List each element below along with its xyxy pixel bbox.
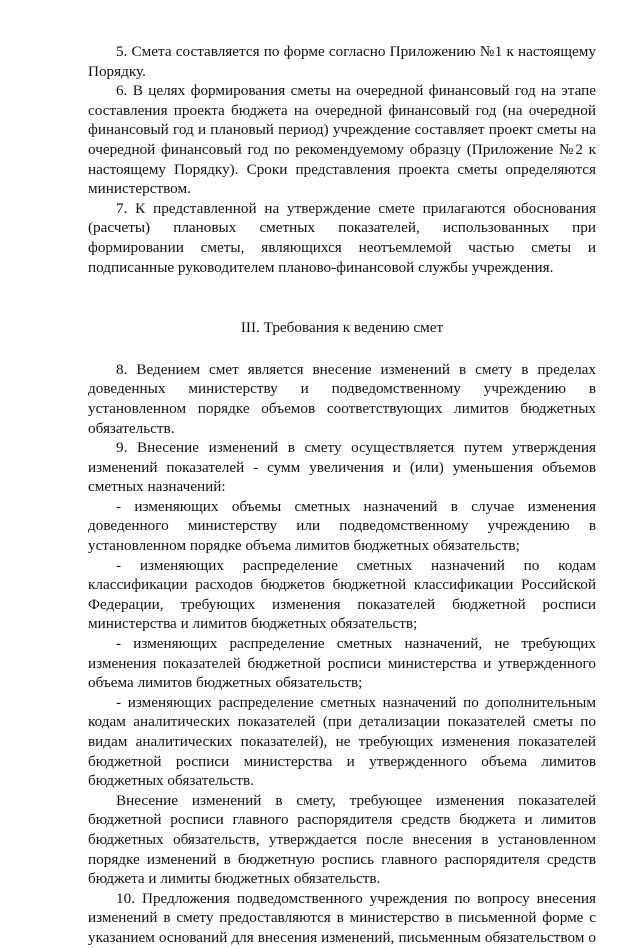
paragraph-5: 5. Смета составляется по форме согласно Приложению №1 к настоящему Порядку. [88,43,596,80]
paragraph-7: 7. К представленной на утверждение смете прилагаются обоснования (расчеты) плановых сметных показателей, использованных при формировании сметы, являющихся неотъемлемой частью сметы и подписанные руководителем планово-финансовой службы учреждения. [88,199,596,276]
list-item-dash-4: - изменяющих распределение сметных назначений по дополнительным кодам аналитических показателей (при детализации показателей сметы по видам аналитических показателей), не требующих изменения показателей бюджетной росписи министерства и утвержденного объема лимитов бюджетных обязательств. [88,693,596,790]
paragraph-10: 10. Предложения подведомственного учреждения по вопросу внесения изменений в смету предоставляются в министерство в письменной форме с указанием оснований для внесения изменений, письменным обязательством о [88,889,596,946]
list-item-dash-3: - изменяющих распределение сметных назначений, не требующих изменения показателей бюджетной росписи министерства и утвержденного объема лимитов бюджетных обязательств; [88,635,596,692]
spacer [88,277,596,318]
paragraph-6: 6. В целях формирования сметы на очередной финансовый год на этапе составления проекта бюджета на очередной финансовый год (на очередной финансовый год и плановый период) учреждение составляет проект сметы на очередной финансовый год по рекомендуемому образцу (Приложение №2 к настоящему Порядку). Сроки представления проекта сметы определяются министерством. [88,82,596,198]
section-heading: III. Требования к ведению смет [240,319,444,337]
paragraph-9: 9. Внесение изменений в смету осуществляется путем утверждения изменений показателей - сумм увеличения и (или) уменьшения объемов сметных назначений: [88,439,596,496]
paragraph-changes: Внесение изменений в смету, требующее изменения показателей бюджетной росписи главного распорядителя средств бюджета и лимитов бюджетных обязательств, утверждается после внесения в установленном порядке изменений в бюджетную роспись главного распорядителя средств бюджета и лимиты бюджетных обязательств. [88,791,596,888]
paragraph-8: 8. Ведением смет является внесение изменений в смету в пределах доведенных министерству и подведомственному учреждению в установленном порядке объемов соответствующих лимитов бюджетных обязательств. [88,360,596,437]
list-item-dash-1: - изменяющих объемы сметных назначений в случае изменения доведенного министерству или подведомственному учреждению в установленном порядке объема лимитов бюджетных обязательств; [88,497,596,555]
list-item-dash-2: - изменяющих распределение сметных назначений по кодам классификации расходов бюджетов бюджетной классификации Российской Федерации, требующих изменения показателей бюджетной росписи министерства и лимитов бюджетных обязательств; [88,556,596,633]
document-page [88,42,596,948]
spacer [88,338,596,360]
